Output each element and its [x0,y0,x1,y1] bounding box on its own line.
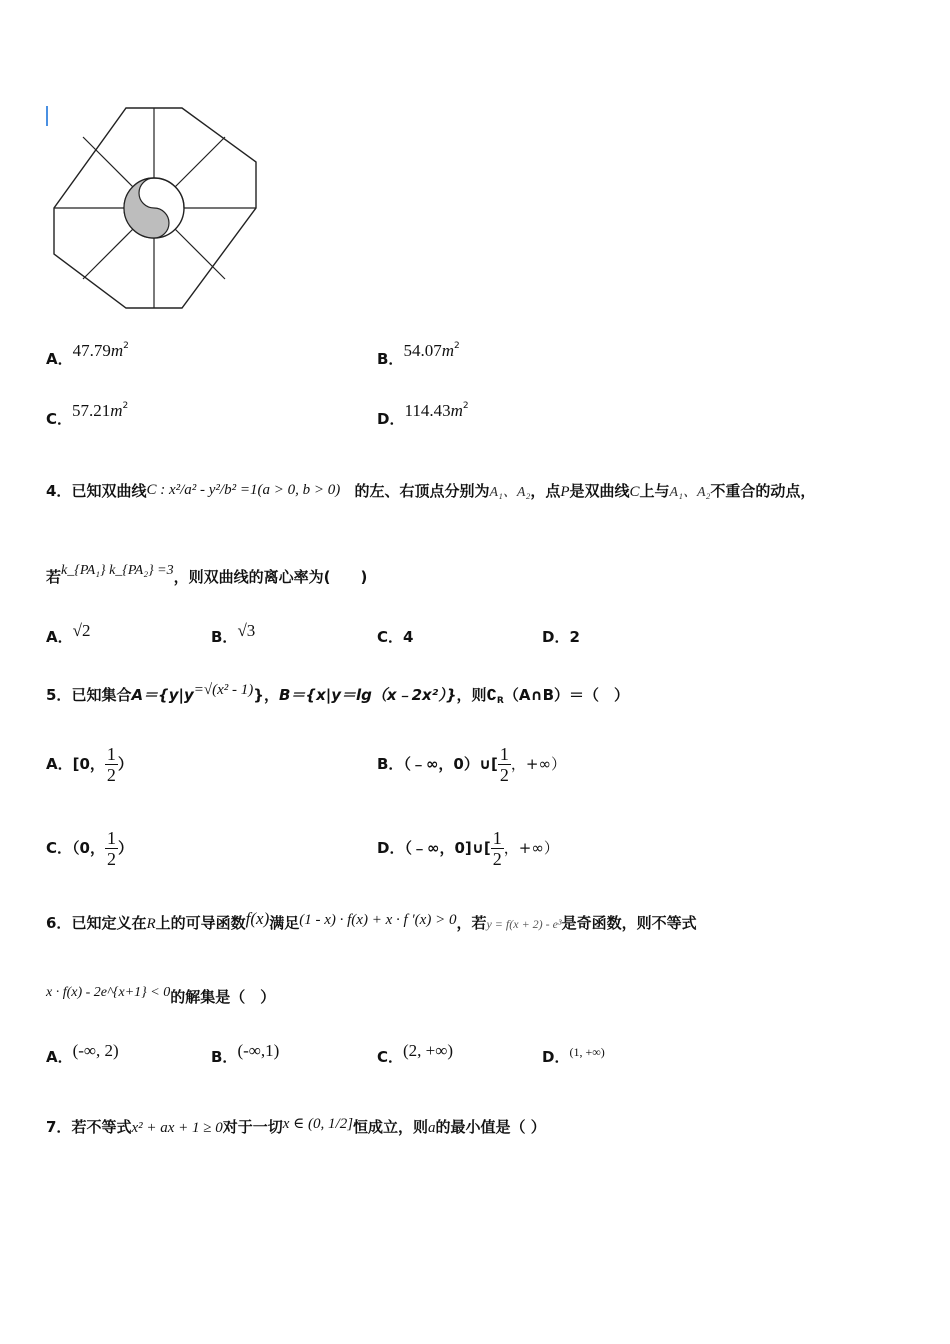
octagon-yinyang-figure [50,104,264,318]
q6-option-d[interactable]: D．$^{(1, +\infty)}$ [542,1045,605,1066]
q5-option-c[interactable]: C．（0， $\frac{1}{2}$ ） [46,828,133,869]
q4-option-d[interactable]: D．2 [542,628,580,646]
q5-option-d[interactable]: D．（﹣∞，0]∪[ $\frac{1}{2}$ ，+∞） [377,828,559,869]
q6-stem-line2: x · f(x) - 2e^{x+1} < 0的解集是（ ） [46,985,276,1006]
fraction: $\frac{1}{2}$ [499,744,509,785]
q5-option-a[interactable]: A．[0， $\frac{1}{2}$ ） [46,744,133,785]
q4-hyperbola-eq: C : x²/a² - y²/b² =1(a > 0, b > 0) [146,482,341,498]
q4-option-c[interactable]: C．4 [377,628,414,646]
q3-option-b[interactable]: B．$54.07m^2$ [377,341,460,368]
fraction: $\frac{1}{2}$ [106,744,116,785]
q3-option-a[interactable]: A．$47.79m^2$ [46,341,129,368]
q4-stem-line2: 若k_{PA₁} k_{PA₂} =3，则双曲线的离心率为( ) [46,563,368,586]
q6-option-a[interactable]: A．(-∞, 2) [46,1041,119,1066]
q7-stem: 7．若不等式x² + ax + 1 ≥ 0对于一切x ∈ (0, 1/2]恒成立，则a的最小值是（ ） [46,1116,546,1136]
q4-option-b[interactable]: B．√3 [211,621,256,646]
fraction: $\frac{1}{2}$ [492,828,502,869]
q4-option-a[interactable]: A．√2 [46,621,91,646]
q3-option-d[interactable]: D．$114.43m^2$ [377,401,469,428]
figure-mark [46,106,48,126]
q6-option-c[interactable]: C．(2, +∞) [377,1041,454,1066]
q5-option-b[interactable]: B．（﹣∞，0）∪[ $\frac{1}{2}$ ，+∞） [377,744,566,785]
q6-stem-line1: 6．已知定义在R上的可导函数f(x)满足(1 - x) · f(x) + x · f ′(x) > 0，若y = f(x + 2) - e³是奇函数，则不等式 [46,909,697,932]
fraction: $\frac{1}{2}$ [106,828,116,869]
q5-stem: 5．已知集合A＝{y|y=√(x² - 1)}，B＝{x|y＝lg（x﹣2x²）}，则$∁_R(A\cap B)=$（ ） [46,682,630,706]
q3-option-c[interactable]: C．$57.21m^2$ [46,401,129,428]
q4-stem-line1: 4．已知双曲线C : x²/a² - y²/b² =1(a > 0, b > 0) 的左、右顶点分别为A₁、A₂，点P是双曲线C上与A₁、A₂不重合的动点， [46,482,816,500]
q6-option-b[interactable]: B．(-∞,1) [211,1041,280,1066]
